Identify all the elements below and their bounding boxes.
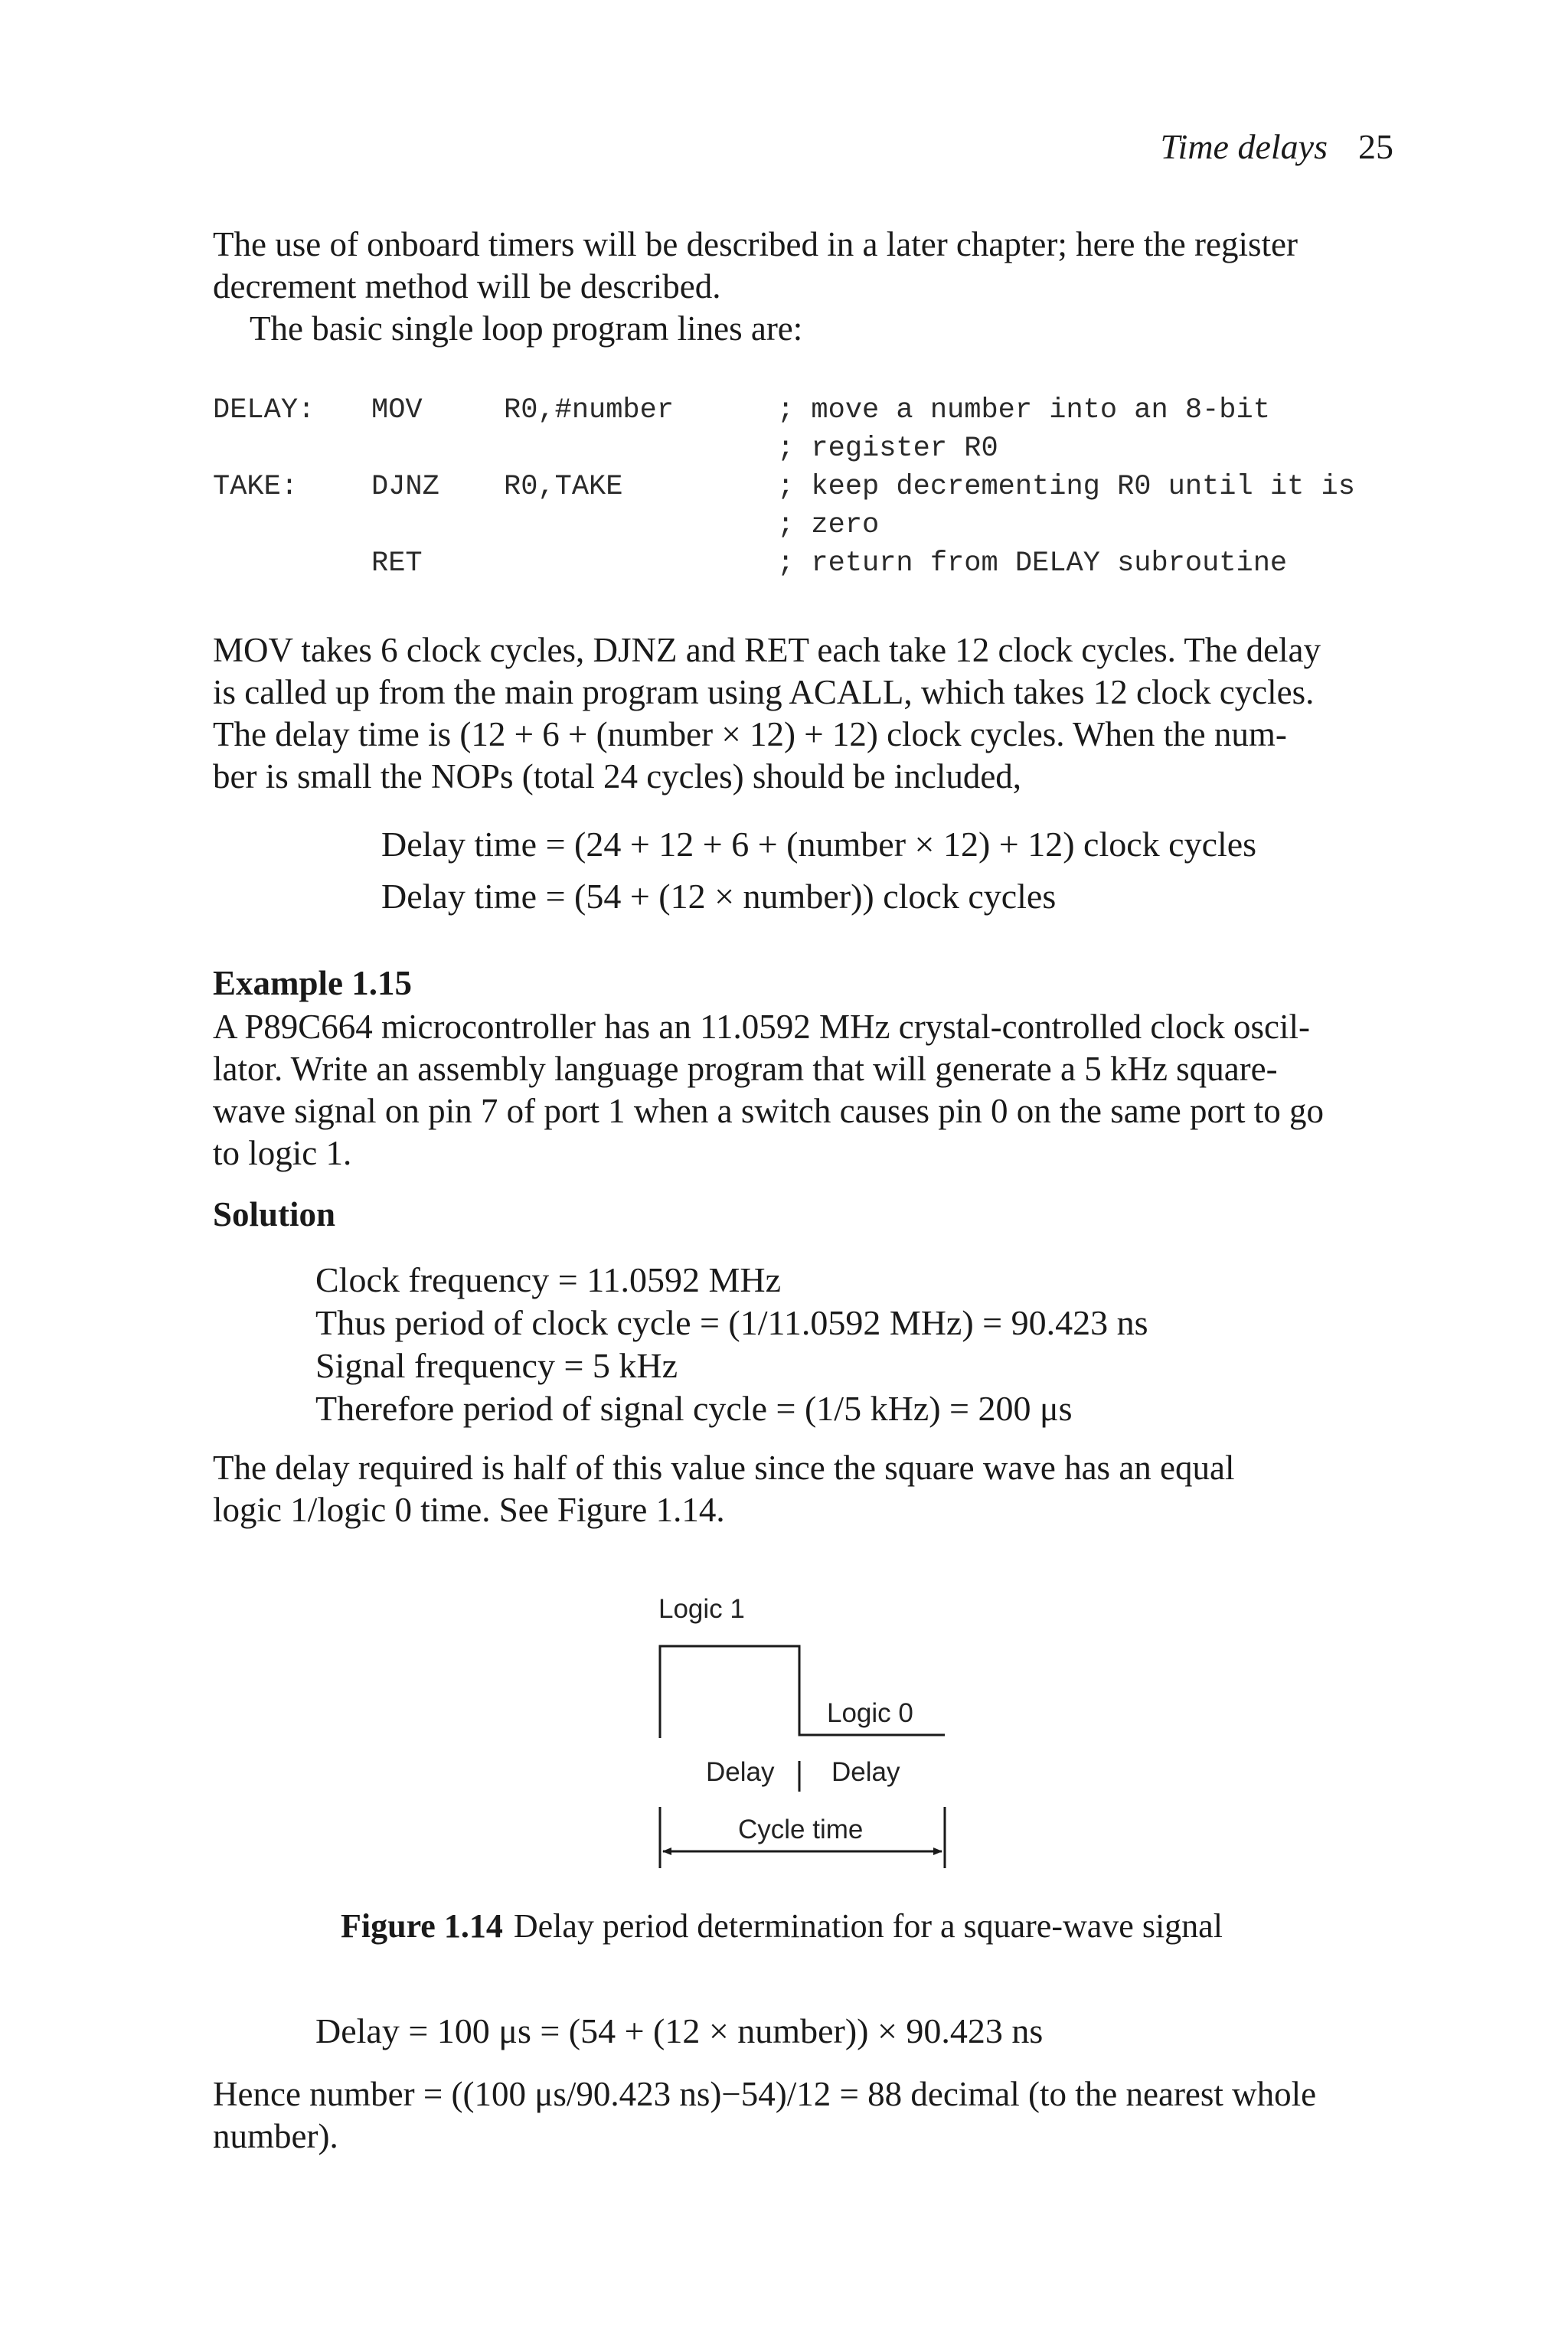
- running-header: [1161, 126, 1393, 167]
- explanation-paragraph: [213, 629, 1393, 798]
- equation-line: Thus period of clock cycle = (1/11.0592 MHz) = 90.423 ns: [315, 1303, 1148, 1342]
- code-label: TAKE:: [213, 471, 299, 503]
- figure-caption-text: Delay period determination for a square-wave signal: [513, 1907, 1223, 1945]
- code-comment: ; keep decrementing R0 until it is: [777, 471, 1355, 503]
- text-line: to logic 1.: [213, 1134, 352, 1172]
- result-paragraph: [213, 2073, 1393, 2158]
- figure-caption: [341, 1906, 1223, 1946]
- cycle-time-label: Cycle time: [738, 1815, 864, 1844]
- example-heading: Example 1.15: [213, 964, 413, 1002]
- equation-line: Clock frequency = 11.0592 MHz: [315, 1260, 782, 1299]
- equation-line: Signal frequency = 5 kHz: [315, 1346, 678, 1385]
- delay-left-label: Delay: [706, 1757, 775, 1787]
- code-operand: R0,#number: [504, 394, 675, 426]
- solution-heading: Solution: [213, 1195, 336, 1233]
- example-text: [213, 1006, 1393, 1174]
- text-line: The use of onboard timers will be described in a later chapter; here the register: [213, 225, 1298, 263]
- text-line: number).: [213, 2117, 338, 2155]
- equation-final-delay: Delay = 100 μs = (54 + (12 × number)) × 90.423 ns: [315, 2011, 1044, 2050]
- text-line: The delay time is (12 + 6 + (number × 12) + 12) clock cycles. When the num-: [213, 715, 1287, 753]
- text-line: is called up from the main program using ACALL, which takes 12 clock cycles.: [213, 673, 1315, 711]
- text-line: A P89C664 microcontroller has an 11.0592 MHz crystal-controlled clock oscil-: [213, 1008, 1311, 1046]
- delay-right-label: Delay: [831, 1757, 900, 1787]
- code-op: DJNZ: [371, 471, 439, 503]
- square-wave-diagram: [612, 1585, 980, 1891]
- page-number: 25: [1358, 127, 1393, 166]
- text-line: The delay required is half of this value since the square wave has an equal: [213, 1449, 1235, 1487]
- text-line: lator. Write an assembly language program that will generate a 5 kHz square-: [213, 1050, 1278, 1088]
- code-op: MOV: [371, 394, 423, 426]
- code-op: RET: [371, 547, 423, 580]
- intro-paragraph: [213, 224, 1393, 350]
- code-comment: ; zero: [777, 509, 880, 541]
- text-line: The basic single loop program lines are:: [250, 309, 803, 348]
- text-line: wave signal on pin 7 of port 1 when a switch causes pin 0 on the same port to go: [213, 1092, 1324, 1130]
- delay-explanation-paragraph: [213, 1447, 1393, 1531]
- text-line: logic 1/logic 0 time. See Figure 1.14.: [213, 1491, 725, 1529]
- code-comment: ; move a number into an 8-bit: [777, 394, 1270, 426]
- code-listing: [213, 394, 1407, 593]
- equation-delay-time-2: Delay time = (54 + (12 × number)) clock cycles: [381, 877, 1057, 916]
- code-label: DELAY:: [213, 394, 315, 426]
- text-line: decrement method will be described.: [213, 267, 721, 305]
- code-comment: ; register R0: [777, 433, 998, 465]
- running-title: Time delays: [1160, 127, 1328, 166]
- solution-equations: [315, 1259, 1148, 1430]
- logic-0-label: Logic 0: [827, 1698, 913, 1728]
- equation-delay-time-1: Delay time = (24 + 12 + 6 + (number × 12) + 12) clock cycles: [381, 825, 1257, 864]
- logic-1-label: Logic 1: [658, 1594, 745, 1624]
- equation-line: Therefore period of signal cycle = (1/5 kHz) = 200 μs: [315, 1389, 1073, 1428]
- figure-caption-number: Figure 1.14: [341, 1907, 503, 1945]
- text-line: ber is small the NOPs (total 24 cycles) should be included,: [213, 757, 1022, 796]
- text-line: MOV takes 6 clock cycles, DJNZ and RET each take 12 clock cycles. The delay: [213, 631, 1321, 669]
- figure-square-wave: [612, 1585, 980, 1891]
- code-comment: ; return from DELAY subroutine: [777, 547, 1288, 580]
- code-operand: R0,TAKE: [504, 471, 623, 503]
- text-line: Hence number = ((100 μs/90.423 ns)−54)/12 = 88 decimal (to the nearest whole: [213, 2075, 1317, 2113]
